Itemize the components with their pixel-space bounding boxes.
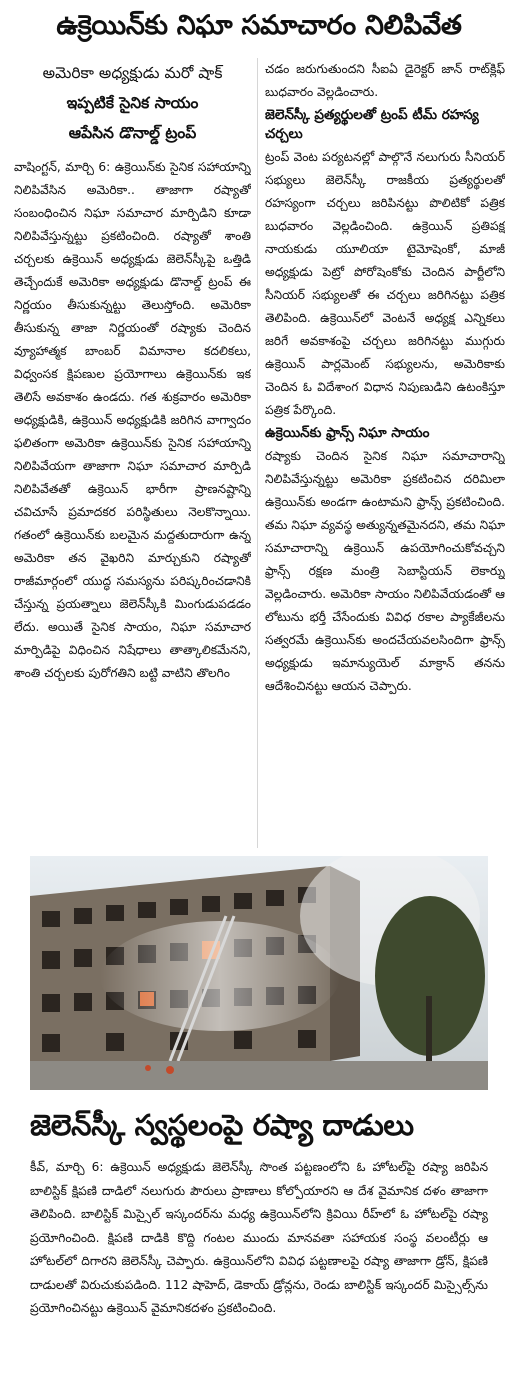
photo-illustration	[30, 856, 488, 1090]
subhead-france-aid: ఉక్రెయిన్‌కు ఫ్రాన్స్ నిఘా సాయం	[265, 425, 430, 441]
right-continuation-paragraph: చడం జరుగుతుందని సీఐఏ డైరెక్టర్ జాన్ రాట్‌క్లిఫ్ బుధవారం వెల్లడించారు.	[265, 62, 505, 99]
left-body-paragraph: వాషింగ్టన్, మార్చి 6: ఉక్రెయిన్‌కు సైనిక సహాయాన్ని నిలిపివేసిన అమెరికా.. తాజాగా రష్యాతో సంబంధించిన నిఘా సమాచార మార్పిడిని కూడా నిలిపివేస్తున్నట్టు ప్రకటించింది. రష్యాతో శాంతి చర్చలకు ఉక్రెయిన్ అధ్యక్షుడు జెలెన్‌స్కీపై ఒత్తిడి తెచ్చేందుకే అమెరికా అధ్యక్షుడు డొనాల్డ్ ట్రంప్ ఈ నిర్ణయం తీసుకున్నట్టు తెలుస్తోంది. అమెరికా తీసుకున్న తాజా నిర్ణయంతో రష్యాకు చెందిన వ్యూహాత్మక బాంబర్ విమానాల కదలికలు, విధ్వంసక క్షిపణుల ప్రయోగాలు ఉక్రెయిన్‌కు ఇక తెలిసే అవకాశం ఉండదు. గత శుక్రవారం అమెరికా అధ్యక్షుడికి, ఉక్రెయిన్ అధ్యక్షుడికి జరిగిన వాగ్వాదం ఫలితంగా అమెరికా ఉక్రెయిన్‌కు సైనిక సహాయాన్ని నిలిపివేయగా తాజాగా నిఘా సమాచార మార్పిడి నిలిపివేతతో ఉక్రెయిన్ భారీగా ప్రాణనష్టాన్ని చవిచూసే ప్రమాదకర పరిస్థితులు నెలకొన్నాయి. గతంలో ఉక్రెయిన్‌కు బలమైన మద్దతుదారుగా ఉన్న అమెరికా తన వైఖరిని మార్చుకుని రష్యాతో రాజీమార్గంలో యుద్ధ సమస్యను పరిష్కరించడానికి చేస్తున్న ప్రయత్నాలు జెలెన్‌స్కీకి మింగుడుపడడం లేదు. అయితే సైనిక సాయం, నిఘా సమాచార మార్పిడిపై విధించిన నిషేధాలు తాత్కాలికమేనని, శాంతి చర్చలకు పురోగతిని బట్టి వాటిని తొలగిం	[14, 160, 251, 680]
bottom-headline: జెలెన్‌స్కీ స్వస్థలంపై రష్యా దాడులు	[30, 1108, 414, 1142]
right-body-paragraph-3: రష్యాకు చెందిన సైనిక నిఘా సమాచారాన్ని నిలిపివేస్తున్నట్టు అమెరికా ప్రకటించిన దరిమిలా ఉక్రెయిన్‌కు అండగా ఉంటామని ఫ్రాన్స్ ప్రకటించింది. తమ నిఘా వ్యవస్థ అత్యున్నతమైనదని, తమ నిఘా సమాచారాన్ని ఉక్రెయిన్ ఉపయోగించుకోవచ్చని ఫ్రాన్స్ రక్షణ మంత్రి సెబాస్టియన్ లెకార్ను వెల్లడించారు. అమెరికా సాయం నిలిపివేయడంతో ఆ లోటును భర్తీ చేసేందుకు వివిధ రకాల ప్యాకేజీలను సత్వరమే ఉక్రెయిన్‌కు అందచేయవలసిందిగా ఫ్రాన్స్ అధ్యక్షుడు ఇమాన్యుయెల్ మాక్రాన్ తనను ఆదేశించినట్టు ఆయన చెప్పారు.	[265, 449, 505, 693]
deck-line-3: ఆపేసిన డొనాల్డ్ ట్రంప్	[68, 124, 197, 142]
burning-building-photo	[30, 856, 488, 1090]
left-column	[14, 58, 251, 848]
deck-line-1: అమెరికా అధ్యక్షుడు మరో షాక్	[42, 64, 223, 82]
right-body-paragraph-2: ట్రంప్ వెంట పర్యటనల్లో పాల్గొనే నలుగురు సీనియర్ సభ్యులు జెలెన్‌స్కీ రాజకీయ ప్రత్యర్థులతో రహస్యంగా చర్చలు జరిపినట్టు పొలిటికో పత్రిక బుధవారం వెల్లడించింది. ఉక్రెయిన్ ప్రతిపక్ష నాయకుడు యూలియా టైమోషెంకో, మాజీ అధ్యక్షుడు పెట్రో పోరోషెంకోకు చెందిన పార్టీలోని సీనియర్ సభ్యులతో ఈ చర్చలు జరిగినట్టు పత్రిక తెలిపింది. ఉక్రెయిన్‌లో వెంటనే అధ్యక్ష ఎన్నికలు జరిగే అవకాశంపై చర్చలు జరిగినట్టు ముగ్గురు ఉక్రెయిన్ పార్లమెంట్ సభ్యులను, అమెరికాకు చెందిన ఓ విదేశాంగ విధాన నిపుణుడిని ఉటంకిస్తూ పత్రిక పేర్కొంది.	[265, 150, 505, 417]
bottom-story-body: కీవ్, మార్చి 6: ఉక్రెయిన్ అధ్యక్షుడు జెలెన్‌స్కీ సొంత పట్టణంలోని ఓ హోటల్‌పై రష్యా జరిపిన బాలిస్టిక్ క్షిపణి దాడిలో నలుగురు పౌరులు ప్రాణాలు కోల్పోయారని ఆ దేశ వైమానిక దళం తాజాగా తెలిపింది. బాలిస్టిక్ మిస్సైల్ ఇస్కందర్‌ను మధ్య ఉక్రెయిన్‌లోని క్రివియి రీహ్‌లో ఓ హోటల్‌పై రష్యా ప్రయోగించింది. క్షిపణి దాడికి కొద్ది గంటల ముందు మానవతా సహాయక సంస్థ వలంటీర్లు ఆ హోటల్‌లో దిగారని జెలెన్‌స్కీ చెప్పారు. ఉక్రెయిన్‌లోని వివిధ పట్టణాలపై రష్యా తాజాగా డ్రోన్, క్షిపణి దాడులతో విరుచుకుపడింది. 112 షాహెద్, డెకాయ్ డ్రోన్లను, రెండు బాలిస్టిక్ ఇస్కందర్ మిస్సైల్స్‌ను ప్రయోగించినట్టు ఉక్రెయిన్ వైమానికదళం ప్రకటించింది.	[30, 1160, 488, 1315]
deck-line-2: ఇప్పటికే సైనిక సాయం	[66, 94, 199, 112]
column-divider	[257, 58, 258, 848]
deck	[14, 58, 251, 148]
right-column	[265, 58, 505, 848]
subhead-secret-talks: జెలెన్‌స్కీ ప్రత్యర్థులతో ట్రంప్ టీమ్ రహస్య చర్చలు	[265, 107, 479, 142]
top-headline: ఉక్రెయిన్‌కు నిఘా సమాచారం నిలిపివేత	[56, 10, 462, 41]
